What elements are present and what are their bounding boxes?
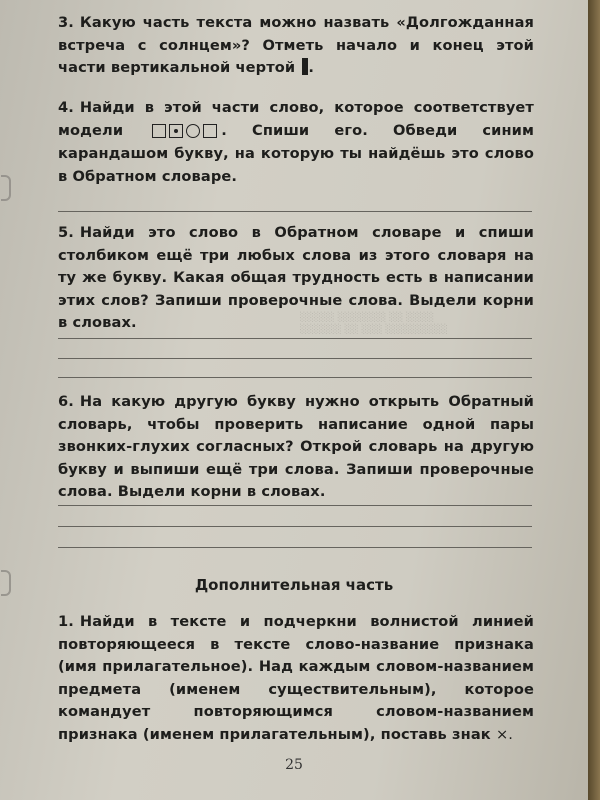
answer-line bbox=[58, 526, 532, 527]
task-number: 6. bbox=[58, 393, 74, 410]
task-6 bbox=[58, 391, 534, 504]
task-number: 3. bbox=[58, 14, 74, 31]
task-4 bbox=[58, 96, 534, 188]
task-number: 5. bbox=[58, 224, 74, 241]
answer-line bbox=[58, 547, 532, 548]
task-text: На какую другую букву нужно открыть Обратный словарь, чтобы проверить написание одной пары звонких-глухих согласных? Открой словарь на другую букву и выпиши ещё три слова. Запиши проверочные слова. Выдели корни в словах. bbox=[58, 393, 534, 501]
task-3: 3. Какую часть текста можно назвать «Долгожданная встреча с солнцем»? Отметь начало и конец этой части вертикальной чертой . bbox=[58, 14, 534, 77]
ending-circle-icon bbox=[186, 124, 200, 138]
section-heading: Дополнительная часть bbox=[194, 576, 394, 594]
task-text: Найди в этой части слово, которое соответствует модели bbox=[58, 99, 534, 139]
task-text: Найди в тексте и подчеркни волнистой линией повторяющееся в тексте слово-название признака (имя прилагательное). Над каждым словом-названием предмета (именем существительным), которое командует повторяющимся словом-названием признака (именем прилагательным), поставь знак bbox=[58, 613, 534, 743]
answer-line bbox=[58, 358, 532, 359]
suffix-box-icon bbox=[203, 124, 217, 138]
page-edge-shadow bbox=[588, 0, 600, 800]
prefix-box-icon bbox=[152, 124, 166, 138]
root-box-icon bbox=[169, 124, 183, 138]
task-number: 4. bbox=[58, 99, 74, 116]
task-text-continued: . Спиши его. Обведи синим карандашом букву, на которую ты найдёшь это слово в Обратном словаре. bbox=[58, 122, 534, 185]
cross-mark: ×. bbox=[495, 725, 514, 743]
additional-task-1 bbox=[58, 611, 534, 747]
answer-line bbox=[58, 211, 532, 212]
word-model-scheme bbox=[152, 124, 217, 138]
task-5 bbox=[58, 222, 534, 335]
staple-top bbox=[1, 175, 11, 201]
answer-line bbox=[58, 505, 532, 506]
answer-line bbox=[58, 377, 532, 378]
task-text: Найди это слово в Обратном словаре и спиши столбиком ещё три любых слова из этого словаря на ту же букву. Какая общая трудность есть в написании этих слов? Запиши проверочные слова. Выдели корни в словах. bbox=[58, 224, 534, 332]
task-text: Какую часть текста можно назвать «Долгожданная встреча с солнцем»? Отметь начало и конец этой части вертикальной чертой bbox=[58, 14, 534, 77]
task-number: 1. bbox=[58, 613, 74, 630]
answer-line bbox=[58, 338, 532, 339]
page-number: 25 bbox=[285, 757, 303, 773]
bleed-through-text: ░░░░░ ░░░░░░░ ░░ ░░░░ ░░░░░░ ░░ ░░░ ░░░░░░░░░ bbox=[300, 313, 448, 335]
